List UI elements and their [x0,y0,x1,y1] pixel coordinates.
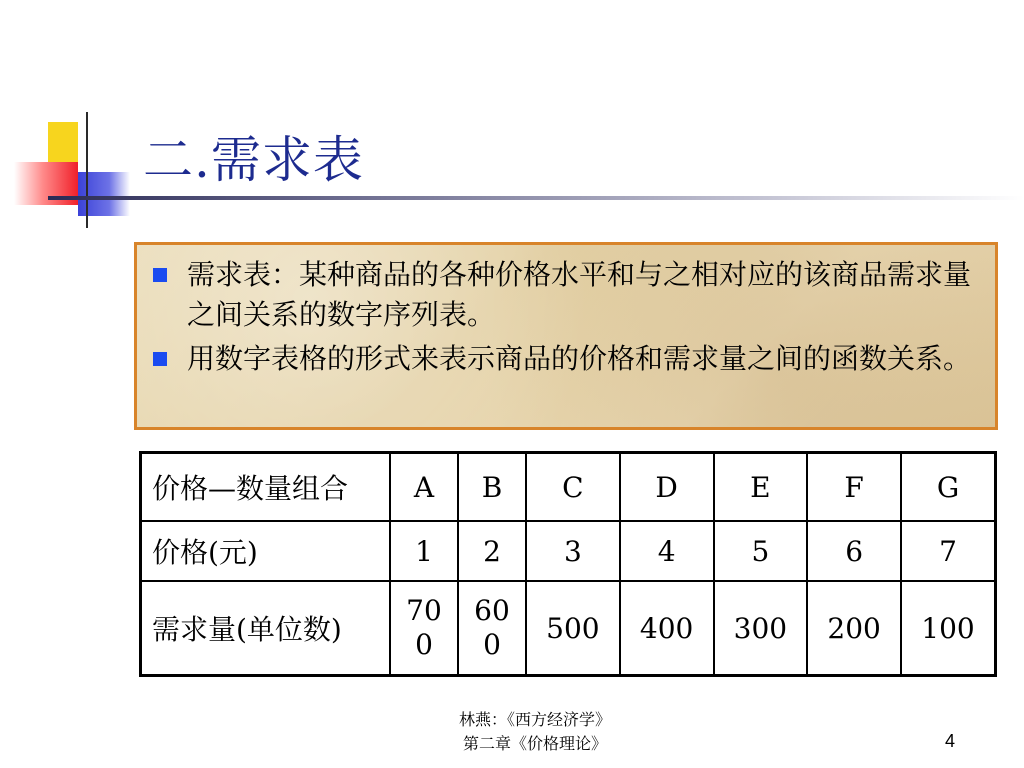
table-row [141,453,996,522]
slide-title: 二.需求表 [143,131,364,189]
table-cell: 400 [620,581,714,676]
cell-text: 700 [406,594,442,661]
table-cell: 5 [714,521,808,581]
table-cell: A [390,453,458,522]
bullet-square-icon [153,352,167,366]
table-cell: 200 [807,581,901,676]
bullet-text: 需求表：某种商品的各种价格水平和与之相对应的该商品需求量之间关系的数字序列表。 [187,258,972,331]
table-cell: F [807,453,901,522]
table-cell: 7 [901,521,996,581]
bullet-text: 用数字表格的形式来表示商品的价格和需求量之间的函数关系。 [187,342,972,375]
table-cell: 300 [714,581,808,676]
footer-line: 林燕：《西方经济学》 [458,710,611,729]
table-row [141,581,996,676]
row-header: 价格(元) [141,521,391,581]
table-cell [458,581,526,676]
bullet-item [149,255,979,335]
table-cell: B [458,453,526,522]
table-cell: D [620,453,714,522]
title-underline [48,196,1024,200]
table-cell: 4 [620,521,714,581]
footer [420,708,650,756]
table-cell: E [714,453,808,522]
row-header: 价格—数量组合 [141,453,391,522]
footer-line: 第二章《价格理论》 [462,734,607,753]
logo-vertical-line [86,112,88,228]
definition-box [134,242,998,430]
table-cell [390,581,458,676]
bullet-list [149,255,979,383]
table-cell: C [526,453,620,522]
table-cell: G [901,453,996,522]
demand-table [139,451,997,677]
cell-text: 600 [474,594,510,661]
table-cell: 500 [526,581,620,676]
bullet-item [149,339,979,379]
table-cell: 3 [526,521,620,581]
logo-yellow-block [48,122,78,167]
table-row [141,521,996,581]
row-header: 需求量(单位数) [141,581,391,676]
table-cell: 2 [458,521,526,581]
page-number: 4 [945,731,956,751]
bullet-square-icon [153,268,167,282]
table-cell: 6 [807,521,901,581]
table-cell: 100 [901,581,996,676]
table-cell: 1 [390,521,458,581]
